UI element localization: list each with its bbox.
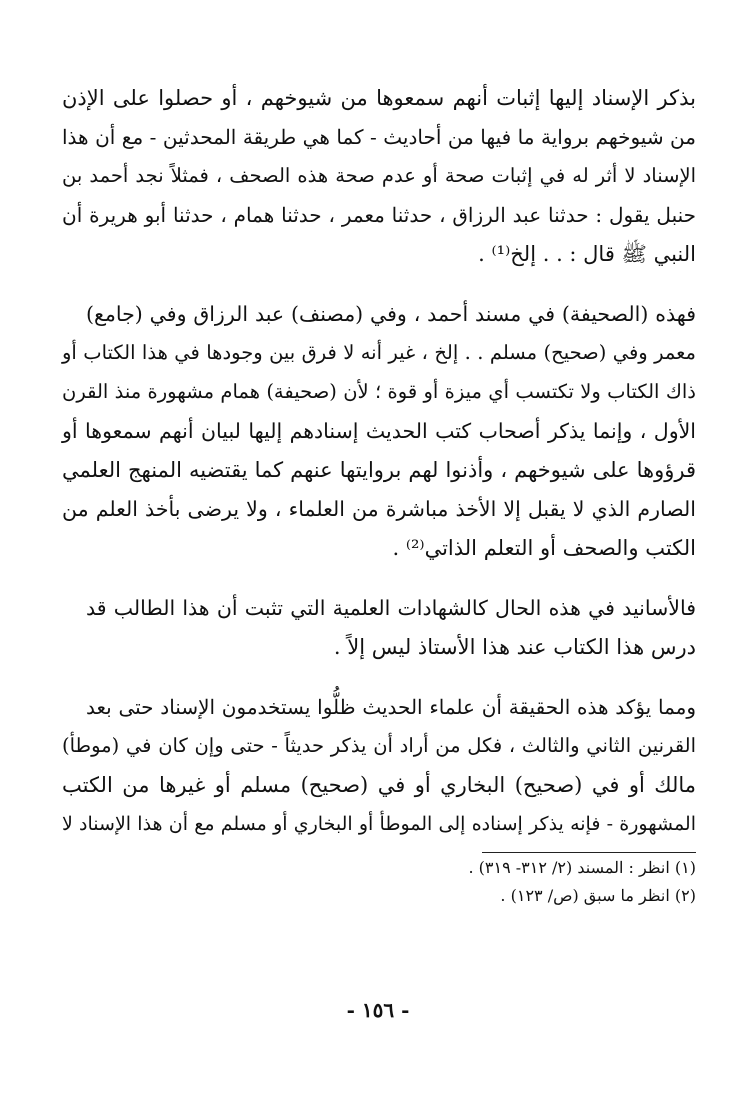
text-line: قرؤوها على شيوخهم ، وأذنوا لهم بروايتها عنهم كما يقتضيه المنهج العلمي [62, 458, 696, 482]
text-line: الأول ، وإنما يذكر أصحاب كتب الحديث إسنادهم إليها لبيان أنهم سمعوها أو [62, 419, 696, 443]
text-line: درس هذا الكتاب عند هذا الأستاذ ليس إلاً . [333, 635, 696, 659]
text-line: القرنين الثاني والثالث ، فكل من أراد أن يذكر حديثاً - حتى وإن كان في (موطأ) [62, 734, 696, 757]
text-line: من شيوخهم برواية ما فيها من أحاديث - كما هي طريقة المحدثين - مع أن هذا [62, 125, 696, 149]
page-number: - ١٥٦ - [346, 998, 410, 1022]
text-line: حنبل يقول : حدثنا عبد الرزاق ، حدثنا معمر ، حدثنا همام ، حدثنا أبو هريرة أن [62, 203, 696, 227]
text-line: ومما يؤكد هذه الحقيقة أن علماء الحديث ظلُّوا يستخدمون الإسناد حتى بعد [86, 695, 696, 719]
text-line: بذكر الإسناد إليها إثبات أنهم سمعوها من شيوخهم ، أو حصلوا على الإذن [62, 86, 696, 110]
footnote-1: (١) انظر : المسند (٢/ ٣١٢- ٣١٩) . [468, 858, 696, 877]
text-line: الكتب والصحف أو التعلم الذاتي⁽²⁾ . [392, 536, 696, 560]
text-line: معمر وفي (صحيح) مسلم . . إلخ ، غير أنه لا فرق بين وجودها في هذا الكتاب أو [62, 341, 696, 364]
text-line: ذاك الكتاب ولا تكتسب أي ميزة أو قوة ؛ لأن (صحيفة) همام مشهورة منذ القرن [62, 380, 696, 403]
footnote-2: (٢) انظر ما سبق (ص/ ١٢٣) . [500, 886, 696, 905]
footnote-divider [482, 852, 696, 853]
text-line: فهذه (الصحيفة) في مسند أحمد ، وفي (مصنف) عبد الرزاق وفي (جامع) [86, 302, 696, 326]
body-text [62, 78, 696, 838]
text-line: فالأسانيد في هذه الحال كالشهادات العلمية التي تثبت أن هذا الطالب قد [86, 596, 696, 620]
text-line: المشهورة - فإنه يذكر إسناده إلى الموطأ أو البخاري أو مسلم مع أن هذا الإسناد لا [62, 813, 696, 835]
text-line: النبي ﷺ قال : . . إلخ⁽¹⁾ . [478, 242, 696, 266]
text-line: الإسناد لا أثر له في إثبات صحة أو عدم صحة هذه الصحف ، فمثلاً نجد أحمد بن [62, 164, 696, 187]
text-line: الصارم الذي لا يقبل إلا الأخذ مباشرة من العلماء ، ولا يرضى بأخذ العلم من [62, 497, 696, 521]
text-line: مالك أو في (صحيح) البخاري أو في (صحيح) مسلم أو غيرها من الكتب [62, 773, 696, 797]
